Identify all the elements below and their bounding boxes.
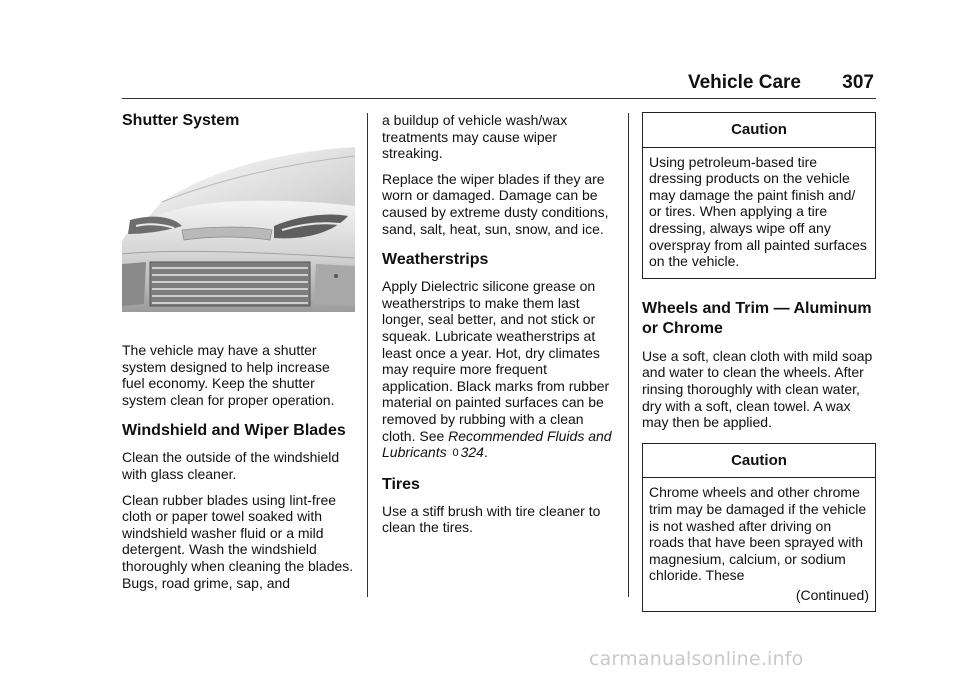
heading-shutter-system: Shutter System	[122, 112, 240, 129]
weatherstrips-paragraph: Apply Dielectric silicone grease on weatherstrips to make them last longer, seal better, and not stick or squeak. Lubricate weatherstrips at least once a year. Hot, dry climates may require more frequent application. Black marks from rubber material on painted surfaces can be removed by rubbing with a clean cloth. See Recommended Fluids and Lubricants 0 324.	[382, 278, 612, 461]
page-number: 307	[842, 72, 874, 93]
header-rule	[122, 98, 876, 99]
heading-wheels-and-trim: Wheels and Trim — Aluminum or Chrome	[642, 299, 872, 337]
caution-title: Caution	[643, 113, 875, 148]
continued-label: (Continued)	[795, 586, 869, 603]
column-1	[122, 112, 356, 600]
caution-text: Using petroleum-based tire dressing products on the vehicle may damage the paint finish and/ or tires. When applying a tire dressing, always wipe off any overspray from all painted surfaces on the vehicle.	[649, 153, 867, 270]
section-title: Vehicle Care	[687, 72, 802, 93]
heading-weatherstrips: Weatherstrips	[382, 251, 489, 269]
xref-page-number[interactable]: 324	[460, 444, 484, 461]
column-2	[382, 112, 616, 545]
caution-text: Chrome wheels and other chrome trim may be damaged if the vehicle is not washed after driving on roads that have been sprayed with magnesium, calcium, or sodium chloride. These	[649, 484, 867, 584]
xref-link-fluids-lubricants[interactable]: Recommended Fluids and Lubricants	[382, 427, 612, 461]
page-header	[688, 72, 874, 94]
shutter-system-car-image	[122, 144, 355, 316]
tires-paragraph: Use a stiff brush with tire cleaner to clean the tires.	[382, 502, 601, 536]
heading-tires: Tires	[382, 475, 420, 493]
weatherstrips-text: Apply Dielectric silicone grease on weatherstrips to make them last longer, seal better, and not stick or squeak. Lubricate weatherstrips at least once a year. Hot, dry climates may require more frequent application. Black marks from rubber material on painted surfaces can be removed by rubbing with a clean cloth. See	[382, 278, 610, 444]
wiper-paragraph-continued: a buildup of vehicle wash/wax treatments may cause wiper streaking.	[382, 112, 568, 162]
caution-title: Caution	[643, 444, 875, 479]
caution-box-chrome-wheels	[642, 443, 876, 613]
watermark: carmanualsonline.info	[589, 648, 804, 670]
wiper-paragraph-2: Clean rubber blades using lint-free cloth or paper towel soaked with windshield washer fluid or a mild detergent. Wash the windshield thoroughly when cleaning the blades. Bugs, road grime, sap, and	[122, 491, 354, 591]
shutter-paragraph: The vehicle may have a shutter system designed to help increase fuel economy. Keep the shutter system clean for proper operation.	[122, 342, 335, 408]
column-divider-2	[628, 113, 629, 597]
wheels-paragraph: Use a soft, clean cloth with mild soap and water to clean the wheels. After rinsing thoroughly with clean water, dry with a soft, clean towel. A wax may then be applied.	[642, 347, 873, 431]
column-divider-1	[367, 113, 368, 597]
caution-box-tire-dressing	[642, 112, 876, 279]
wiper-paragraph-3: Replace the wiper blades if they are worn or damaged. Damage can be caused by extreme dusty conditions, sand, salt, heat, sun, snow, and ice.	[382, 170, 609, 237]
column-3	[642, 112, 876, 622]
heading-windshield-wiper-blades: Windshield and Wiper Blades	[122, 422, 346, 440]
page-reference-icon: 0	[452, 447, 459, 460]
wiper-paragraph-1: Clean the outside of the windshield with glass cleaner.	[122, 449, 340, 482]
